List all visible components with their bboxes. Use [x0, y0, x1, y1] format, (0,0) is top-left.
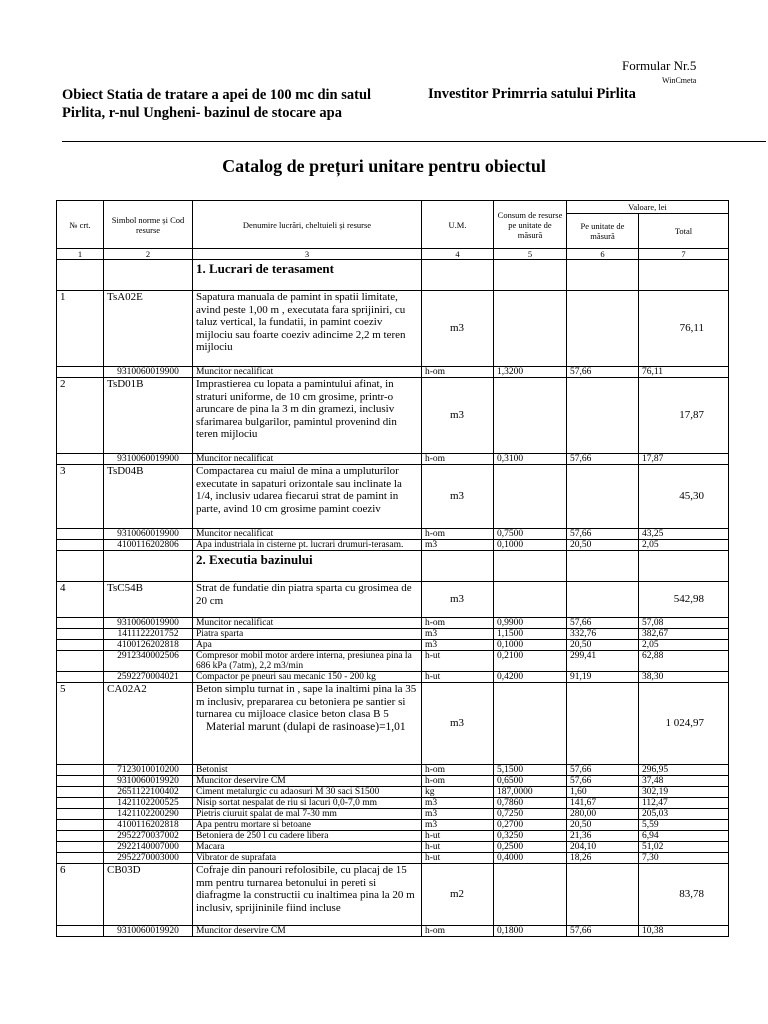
resource-consum: 0,1000 [494, 640, 567, 651]
resource-code: 9310060019900 [104, 367, 193, 378]
resource-total: 382,67 [639, 629, 729, 640]
section-title: 1. Lucrari de terasament [193, 260, 422, 291]
section-title: 2. Executia bazinului [193, 551, 422, 582]
resource-consum: 0,4200 [494, 672, 567, 683]
resource-total: 76,11 [639, 367, 729, 378]
resource-code: 2922140007000 [104, 842, 193, 853]
resource-name: Apa pentru mortare si betoane [193, 820, 422, 831]
item-note: Material marunt (dulapi de rasinoase)=1,01 [206, 720, 406, 733]
resource-unit-price: 91,19 [567, 672, 639, 683]
resource-row [57, 853, 729, 864]
item-consum [494, 291, 567, 367]
resource-consum: 0,2700 [494, 820, 567, 831]
resource-code: 2952270037002 [104, 831, 193, 842]
resource-total: 7,30 [639, 853, 729, 864]
resource-name: Pietris ciuruit spalat de mal 7-30 mm [193, 809, 422, 820]
resource-total: 205,03 [639, 809, 729, 820]
resource-unit-price: 280,00 [567, 809, 639, 820]
resource-consum: 1,3200 [494, 367, 567, 378]
resource-code: 9310060019900 [104, 454, 193, 465]
resource-consum: 0,3100 [494, 454, 567, 465]
item-unit: m3 [422, 582, 494, 618]
resource-total: 43,25 [639, 529, 729, 540]
item-total: 1 024,97 [639, 683, 729, 765]
header-divider [62, 141, 766, 142]
header-code: Simbol norme și Cod resurse [104, 201, 193, 249]
form-number: Formular Nr.5 [622, 58, 697, 73]
resource-consum: 0,7250 [494, 809, 567, 820]
resource-name: Betonist [193, 765, 422, 776]
resource-unit-price: 20,50 [567, 540, 639, 551]
item-number: 4 [57, 582, 104, 618]
resource-consum: 0,1800 [494, 926, 567, 937]
item-code: TsD04B [104, 465, 193, 529]
item-consum [494, 683, 567, 765]
resource-row [57, 454, 729, 465]
item-number: 5 [57, 683, 104, 765]
resource-name: Muncitor necalificat [193, 529, 422, 540]
resource-name: Muncitor deservire CM [193, 776, 422, 787]
resource-total: 296,95 [639, 765, 729, 776]
column-index: 5 [494, 249, 567, 260]
resource-nr-cell [57, 367, 104, 378]
resource-total: 112,47 [639, 798, 729, 809]
resource-consum: 5,1500 [494, 765, 567, 776]
resource-consum: 187,0000 [494, 787, 567, 798]
resource-unit: h-om [422, 367, 494, 378]
resource-total: 2,05 [639, 640, 729, 651]
item-number: 3 [57, 465, 104, 529]
column-index: 2 [104, 249, 193, 260]
section-um-cell [422, 551, 494, 582]
item-description-text: Cofraje din panouri refolosibile, cu placaj de 15 mm pentru turnarea betonului in pereti si diafragme la constructii cu inaltimea pina la 20 m inclusiv, sprijininile fiind incluse [196, 864, 415, 914]
resource-row [57, 618, 729, 629]
resource-name: Compactor pe pneuri sau mecanic 150 - 200 kg [193, 672, 422, 683]
resource-nr-cell [57, 926, 104, 937]
item-total: 45,30 [639, 465, 729, 529]
resource-nr-cell [57, 529, 104, 540]
resource-consum: 0,7860 [494, 798, 567, 809]
resource-row [57, 926, 729, 937]
resource-nr-cell [57, 809, 104, 820]
item-number: 6 [57, 864, 104, 926]
resource-code: 9310060019920 [104, 776, 193, 787]
item-description-text: Imprastierea cu lopata a pamintului afinat, in straturi uniforme, de 10 cm grosime, printr-o aruncare de pina la 3 m din gramezi, inclusiv sfarimarea bulgarilor, pamintul provenind din teren mijlociu [196, 378, 397, 440]
resource-row [57, 820, 729, 831]
resource-nr-cell [57, 651, 104, 672]
item-unit: m3 [422, 465, 494, 529]
resource-nr-cell [57, 765, 104, 776]
resource-row [57, 831, 729, 842]
section-um-cell [422, 260, 494, 291]
item-row [57, 864, 729, 926]
resource-row [57, 809, 729, 820]
item-description [193, 582, 422, 618]
item-unit-value [567, 378, 639, 454]
resource-row [57, 787, 729, 798]
resource-unit: h-om [422, 618, 494, 629]
section-nr-cell [57, 551, 104, 582]
resource-nr-cell [57, 842, 104, 853]
column-index: 1 [57, 249, 104, 260]
resource-consum: 0,6500 [494, 776, 567, 787]
resource-code: 4100126202818 [104, 640, 193, 651]
resource-unit: h-ut [422, 842, 494, 853]
column-index: 7 [639, 249, 729, 260]
resource-row [57, 798, 729, 809]
resource-unit-price: 57,66 [567, 765, 639, 776]
item-total: 17,87 [639, 378, 729, 454]
resource-code: 2952270003000 [104, 853, 193, 864]
resource-total: 17,87 [639, 454, 729, 465]
section-consum-cell [494, 260, 567, 291]
header-valoare: Valoare, lei [567, 201, 729, 214]
resource-row [57, 651, 729, 672]
item-row [57, 683, 729, 765]
resource-unit-price: 299,41 [567, 651, 639, 672]
resource-code: 4100116202818 [104, 820, 193, 831]
resource-name: Compresor mobil motor ardere interna, presiunea pina la 686 kPa (7atm), 2,2 m3/min [193, 651, 422, 672]
resource-unit-price: 18,26 [567, 853, 639, 864]
section-total-cell [639, 260, 729, 291]
item-unit-value [567, 465, 639, 529]
resource-unit-price: 57,66 [567, 367, 639, 378]
resource-unit: m3 [422, 798, 494, 809]
resource-nr-cell [57, 776, 104, 787]
item-unit: m3 [422, 291, 494, 367]
resource-consum: 0,4000 [494, 853, 567, 864]
resource-unit: h-om [422, 454, 494, 465]
resource-name: Apa industriala in cisterne pt. lucrari drumuri-terasam. [193, 540, 422, 551]
item-consum [494, 864, 567, 926]
item-code: CB03D [104, 864, 193, 926]
item-number: 1 [57, 291, 104, 367]
resource-code: 2592270004021 [104, 672, 193, 683]
section-row [57, 551, 729, 582]
item-code: TsD01B [104, 378, 193, 454]
item-total: 76,11 [639, 291, 729, 367]
resource-name: Muncitor deservire CM [193, 926, 422, 937]
resource-row [57, 776, 729, 787]
item-description [193, 864, 422, 926]
resource-name: Piatra sparta [193, 629, 422, 640]
resource-unit-price: 332,76 [567, 629, 639, 640]
section-nr-cell [57, 260, 104, 291]
item-unit-value [567, 683, 639, 765]
resource-unit-price: 141,67 [567, 798, 639, 809]
resource-nr-cell [57, 798, 104, 809]
item-row [57, 582, 729, 618]
header-total: Total [639, 214, 729, 249]
resource-row [57, 367, 729, 378]
item-description-text: Sapatura manuala de pamint in spatii limitate, avind peste 1,00 m , executata fara sprijiniri, cu taluz vertical, la fundatii, in pamint coeziv mijlociu sau foarte coeziv adincime 2,2 m teren mijlociu [196, 291, 406, 353]
resource-unit-price: 57,66 [567, 529, 639, 540]
header-unit-value: Pe unitate de măsură [567, 214, 639, 249]
resource-nr-cell [57, 672, 104, 683]
resource-unit-price: 1,60 [567, 787, 639, 798]
resource-consum: 0,9900 [494, 618, 567, 629]
resource-total: 62,88 [639, 651, 729, 672]
resource-nr-cell [57, 853, 104, 864]
resource-unit: h-om [422, 765, 494, 776]
item-consum [494, 378, 567, 454]
resource-code: 1421102200525 [104, 798, 193, 809]
investor-label: Investitor Primrria satului Pirlita [428, 86, 636, 102]
resource-code: 9310060019900 [104, 618, 193, 629]
item-unit-value [567, 582, 639, 618]
resource-unit-price: 20,50 [567, 820, 639, 831]
item-code: TsC54B [104, 582, 193, 618]
resource-unit: m3 [422, 540, 494, 551]
section-unit-cell [567, 260, 639, 291]
item-total: 83,78 [639, 864, 729, 926]
item-code: TsA02E [104, 291, 193, 367]
resource-name: Macara [193, 842, 422, 853]
resource-name: Vibrator de suprafata [193, 853, 422, 864]
item-row [57, 291, 729, 367]
resource-unit-price: 20,50 [567, 640, 639, 651]
resource-row [57, 765, 729, 776]
resource-row [57, 672, 729, 683]
resource-name: Muncitor necalificat [193, 454, 422, 465]
resource-total: 5,59 [639, 820, 729, 831]
resource-unit: h-om [422, 926, 494, 937]
item-unit: m3 [422, 378, 494, 454]
header-um: U.M. [422, 201, 494, 249]
section-code-cell [104, 551, 193, 582]
resource-nr-cell [57, 820, 104, 831]
resource-row [57, 842, 729, 853]
item-description [193, 291, 422, 367]
resource-total: 302,19 [639, 787, 729, 798]
resource-total: 51,02 [639, 842, 729, 853]
section-code-cell [104, 260, 193, 291]
resource-total: 10,38 [639, 926, 729, 937]
resource-code: 1421102200290 [104, 809, 193, 820]
resource-unit-price: 57,66 [567, 618, 639, 629]
item-description [193, 465, 422, 529]
resource-code: 1411122201752 [104, 629, 193, 640]
resource-name: Nisip sortat nespalat de riu si lacuri 0,0-7,0 mm [193, 798, 422, 809]
resource-unit: h-ut [422, 651, 494, 672]
item-consum [494, 582, 567, 618]
resource-unit: h-ut [422, 853, 494, 864]
resource-unit: h-ut [422, 672, 494, 683]
item-description-text: Beton simplu turnat in , sape la inaltimi pina la 35 m inclusiv, prepararea cu betoniera pe santier si turnarea cu mijloace clasice beton clasa B 5 [196, 683, 417, 720]
item-number: 2 [57, 378, 104, 454]
item-description-text: Strat de fundatie din piatra sparta cu grosimea de 20 cm [196, 582, 412, 607]
resource-unit-price: 204,10 [567, 842, 639, 853]
resource-consum: 0,7500 [494, 529, 567, 540]
resource-code: 9310060019920 [104, 926, 193, 937]
resource-unit-price: 57,66 [567, 454, 639, 465]
section-consum-cell [494, 551, 567, 582]
column-index: 6 [567, 249, 639, 260]
resource-row [57, 629, 729, 640]
catalog-title: Catalog de prețuri unitare pentru obiectul [222, 156, 546, 176]
resource-code: 4100116202806 [104, 540, 193, 551]
resource-unit: m3 [422, 629, 494, 640]
resource-row [57, 540, 729, 551]
resource-unit: m3 [422, 820, 494, 831]
item-unit: m3 [422, 683, 494, 765]
resource-total: 57,08 [639, 618, 729, 629]
resource-name: Muncitor necalificat [193, 618, 422, 629]
section-total-cell [639, 551, 729, 582]
resource-unit: kg [422, 787, 494, 798]
header-consum: Consum de resurse pe unitate de măsură [494, 201, 567, 249]
resource-name: Muncitor necalificat [193, 367, 422, 378]
item-unit-value [567, 291, 639, 367]
section-unit-cell [567, 551, 639, 582]
resource-unit: h-om [422, 529, 494, 540]
resource-unit: h-ut [422, 831, 494, 842]
resource-name: Apa [193, 640, 422, 651]
item-code: CA02A2 [104, 683, 193, 765]
price-catalog-table [56, 200, 729, 937]
item-row [57, 378, 729, 454]
resource-unit: m3 [422, 809, 494, 820]
header-name: Denumire lucrări, cheltuieli și resurse [193, 201, 422, 249]
resource-nr-cell [57, 629, 104, 640]
resource-code: 2912340002506 [104, 651, 193, 672]
resource-row [57, 529, 729, 540]
column-index: 3 [193, 249, 422, 260]
resource-consum: 0,2500 [494, 842, 567, 853]
resource-name: Betoniera de 250 l cu cadere libera [193, 831, 422, 842]
column-index: 4 [422, 249, 494, 260]
resource-nr-cell [57, 831, 104, 842]
resource-unit-price: 57,66 [567, 926, 639, 937]
column-index-row [57, 249, 729, 260]
software-label: WinCmeta [662, 76, 697, 85]
header-nr: № crt. [57, 201, 104, 249]
item-row [57, 465, 729, 529]
item-description [193, 683, 422, 765]
resource-consum: 1,1500 [494, 629, 567, 640]
item-unit: m2 [422, 864, 494, 926]
item-consum [494, 465, 567, 529]
item-total: 542,98 [639, 582, 729, 618]
resource-unit-price: 21,36 [567, 831, 639, 842]
resource-unit-price: 57,66 [567, 776, 639, 787]
section-row [57, 260, 729, 291]
resource-code: 2651122100402 [104, 787, 193, 798]
resource-nr-cell [57, 640, 104, 651]
resource-nr-cell [57, 540, 104, 551]
resource-unit: h-om [422, 776, 494, 787]
resource-total: 2,05 [639, 540, 729, 551]
resource-code: 9310060019900 [104, 529, 193, 540]
resource-consum: 0,1000 [494, 540, 567, 551]
resource-nr-cell [57, 454, 104, 465]
resource-row [57, 640, 729, 651]
item-description [193, 378, 422, 454]
resource-unit: m3 [422, 640, 494, 651]
resource-total: 6,94 [639, 831, 729, 842]
resource-name: Ciment metalurgic cu adaosuri M 30 saci S1500 [193, 787, 422, 798]
resource-consum: 0,3250 [494, 831, 567, 842]
resource-consum: 0,2100 [494, 651, 567, 672]
resource-nr-cell [57, 618, 104, 629]
item-description-text: Compactarea cu maiul de mina a umpluturilor executate in sapaturi orizontale sau inclinate la 1/4, inclusiv udarea fiecarui strat de pamint in parte, avind 10 cm grosime pamint coeziv [196, 465, 402, 515]
object-description: Obiect Statia de tratare a apei de 100 mc din satul Pirlita, r-nul Ungheni- bazinul de stocare apa [62, 87, 372, 121]
resource-total: 37,48 [639, 776, 729, 787]
resource-code: 7123010010200 [104, 765, 193, 776]
resource-total: 38,30 [639, 672, 729, 683]
item-unit-value [567, 864, 639, 926]
resource-nr-cell [57, 787, 104, 798]
